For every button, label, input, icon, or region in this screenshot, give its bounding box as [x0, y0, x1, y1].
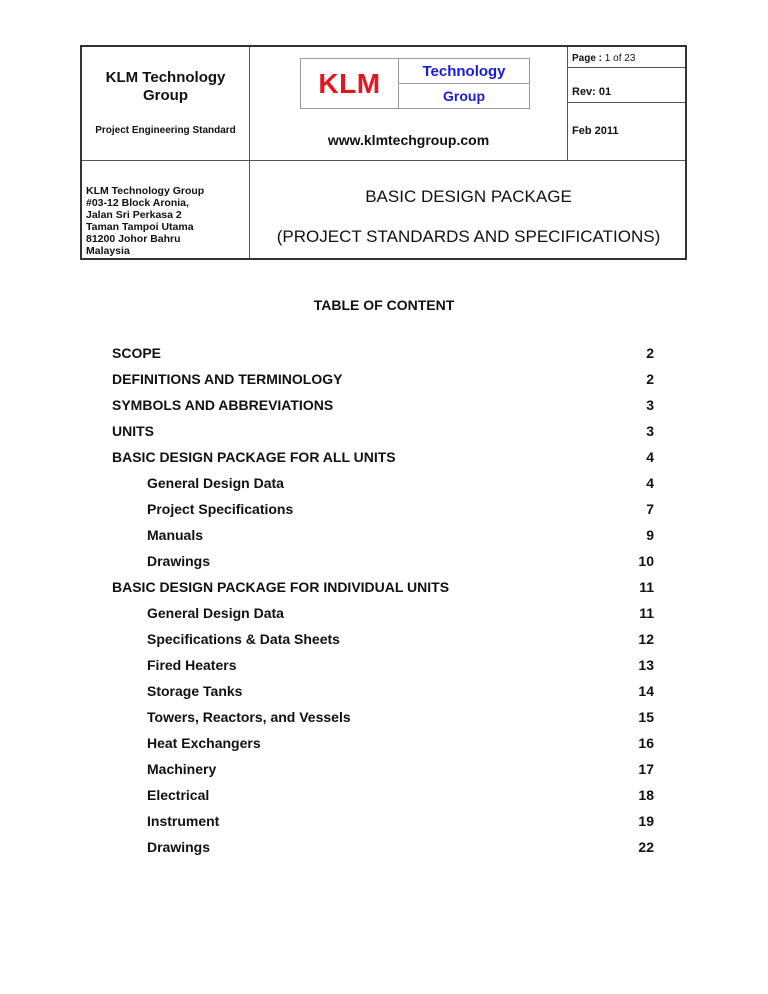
toc-entry-page: 15 [638, 709, 654, 725]
toc-entry-label: Manuals [147, 527, 204, 543]
logo-group-text: Group [443, 88, 485, 104]
toc-entry-page: 4 [646, 475, 654, 491]
toc-entry-label: Storage Tanks [147, 683, 243, 699]
toc-subentry[interactable] [112, 631, 654, 657]
toc-entry-label: General Design Data [147, 475, 284, 491]
toc-entry[interactable] [112, 371, 654, 397]
toc-entry-page: 13 [638, 657, 654, 673]
toc-entry-page: 14 [638, 683, 654, 699]
page-number [572, 53, 635, 64]
toc-subentry[interactable] [112, 709, 654, 735]
revision: Rev: 01 [572, 86, 612, 98]
toc-entry[interactable] [112, 579, 654, 605]
toc-subentry[interactable] [112, 605, 654, 631]
company-address [86, 185, 251, 257]
divider [82, 160, 685, 161]
toc-subentry[interactable] [112, 657, 654, 683]
standard-label: Project Engineering Standard [95, 125, 236, 136]
toc-entry-page: 7 [646, 501, 654, 517]
toc-entry-label: General Design Data [147, 605, 284, 621]
toc-entry-label: Electrical [147, 787, 210, 803]
document-subtitle: (PROJECT STANDARDS AND SPECIFICATIONS) [276, 227, 661, 246]
toc-subentry[interactable] [112, 553, 654, 579]
toc-subentry[interactable] [112, 683, 654, 709]
toc-entry-label: Project Specifications [147, 501, 294, 517]
toc-subentry[interactable] [112, 475, 654, 501]
toc-entry-label: Drawings [147, 553, 211, 569]
toc-entry-label: BASIC DESIGN PACKAGE FOR ALL UNITS [112, 449, 396, 465]
website-link[interactable]: www.klmtechgroup.com [327, 132, 490, 148]
page-value: 1 of 23 [604, 53, 636, 64]
toc-entry-label: Instrument [147, 813, 220, 829]
toc-entry-label: UNITS [112, 423, 154, 439]
toc-subentry[interactable] [112, 501, 654, 527]
klm-logo [300, 58, 530, 109]
toc-entry-label: Specifications & Data Sheets [147, 631, 340, 647]
divider [567, 47, 568, 160]
address-line: Taman Tampoi Utama [86, 221, 194, 233]
toc-entry-page: 12 [638, 631, 654, 647]
toc-entry[interactable] [112, 345, 654, 371]
toc-entry-label: SCOPE [112, 345, 162, 361]
toc-entry-page: 19 [638, 813, 654, 829]
toc-entry-page: 17 [638, 761, 654, 777]
divider [567, 102, 685, 103]
document-header [80, 45, 687, 260]
toc-entry[interactable] [112, 397, 654, 423]
logo-klm-text: KLM [301, 59, 399, 108]
toc-entry-page: 2 [646, 371, 654, 387]
toc-entry-label: Machinery [147, 761, 217, 777]
toc-entry-label: Heat Exchangers [147, 735, 261, 751]
company-name: KLM Technology Group [105, 69, 226, 104]
address-line: Malaysia [86, 245, 130, 257]
address-line: #03-12 Block Aronia, [86, 197, 189, 209]
toc-entry[interactable] [112, 449, 654, 475]
document-title: BASIC DESIGN PACKAGE [365, 187, 572, 206]
toc-entry-page: 18 [638, 787, 654, 803]
toc-entry-label: SYMBOLS AND ABBREVIATIONS [112, 397, 334, 413]
toc-subentry[interactable] [112, 735, 654, 761]
toc-entry-label: Towers, Reactors, and Vessels [147, 709, 351, 725]
logo-technology-text: Technology [399, 59, 529, 84]
table-of-contents [112, 345, 654, 865]
toc-entry-page: 4 [646, 449, 654, 465]
toc-title: TABLE OF CONTENT [313, 297, 455, 313]
divider [567, 67, 685, 68]
toc-entry-page: 16 [638, 735, 654, 751]
page-label: Page : [572, 53, 603, 64]
toc-entry-label: BASIC DESIGN PACKAGE FOR INDIVIDUAL UNITS [112, 579, 450, 595]
toc-entry-page: 22 [638, 839, 654, 855]
toc-entry-page: 9 [646, 527, 654, 543]
toc-entry-page: 11 [639, 579, 654, 595]
toc-subentry[interactable] [112, 787, 654, 813]
toc-entry-page: 10 [638, 553, 654, 569]
toc-subentry[interactable] [112, 527, 654, 553]
toc-entry[interactable] [112, 423, 654, 449]
toc-entry-label: DEFINITIONS AND TERMINOLOGY [112, 371, 343, 387]
toc-entry-page: 3 [646, 397, 654, 413]
address-line: KLM Technology Group [86, 185, 205, 197]
toc-subentry[interactable] [112, 761, 654, 787]
issue-date: Feb 2011 [572, 125, 619, 137]
toc-entry-label: Fired Heaters [147, 657, 237, 673]
toc-subentry[interactable] [112, 813, 654, 839]
address-line: Jalan Sri Perkasa 2 [86, 209, 182, 221]
toc-subentry[interactable] [112, 839, 654, 865]
toc-entry-page: 2 [646, 345, 654, 361]
toc-entry-label: Drawings [147, 839, 211, 855]
toc-entry-page: 3 [646, 423, 654, 439]
address-line: 81200 Johor Bahru [86, 233, 181, 245]
toc-entry-page: 11 [639, 605, 654, 621]
